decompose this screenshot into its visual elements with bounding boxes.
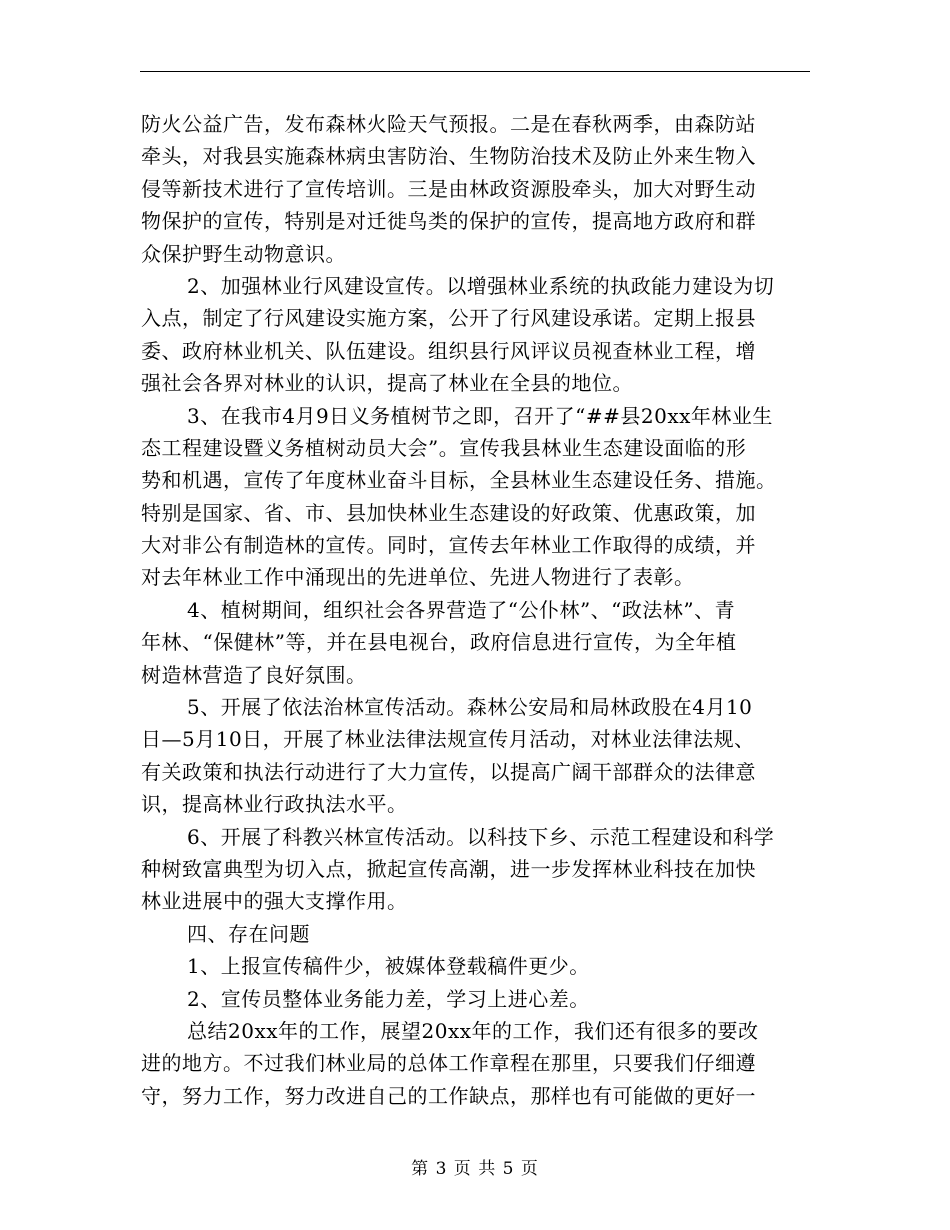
text-line: 2、宣传员整体业务能力差，学习上进心差。 (187, 986, 590, 1011)
text-line: 总结20xx年的工作，展望20xx年的工作，我们还有很多的要改 (187, 1018, 759, 1043)
text-line: 林业进展中的强大支撑作用。 (141, 889, 408, 914)
document-body (141, 108, 811, 1112)
text-line: 防火公益广告，发布森林火险天气预报。二是在春秋两季，由森防站 (141, 112, 756, 136)
text-line: 树造林营造了良好氛围。 (141, 662, 367, 687)
text-line: 大对非公有制造林的宣传。同时，宣传去年林业工作取得的成绩，并 (141, 533, 756, 558)
text-line: 守，努力工作，努力改进自己的工作缺点，那样也有可能做的更好一 (141, 1083, 756, 1108)
text-line: 4、植树期间，组织社会各界营造了“公仆林”、“政法林”、青 (187, 597, 736, 622)
text-line: 牵头，对我县实施森林病虫害防治、生物防治技术及防止外来生物入 (141, 144, 756, 169)
text-line: 识，提高林业行政执法水平。 (141, 792, 408, 817)
text-line: 势和机遇，宣传了年度林业奋斗目标，全县林业生态建设任务、措施。 (141, 468, 777, 493)
text-line: 1、上报宣传稿件少，被媒体登载稿件更少。 (187, 954, 590, 979)
text-line: 有关政策和执法行动进行了大力宣传，以提高广阔干部群众的法律意 (141, 759, 756, 784)
text-line: 日—5月10日，开展了林业法律法规宣传月活动，对林业法律法规、 (141, 727, 755, 752)
header-rule (140, 71, 810, 72)
text-line: 对去年林业工作中涌现出的先进单位、先进人物进行了表彰。 (141, 565, 695, 590)
text-line: 委、政府林业机关、队伍建设。组织县行风评议员视查林业工程，增 (141, 338, 756, 363)
page-footer: 第 3 页 共 5 页 (411, 1159, 539, 1179)
text-line: 进的地方。不过我们林业局的总体工作章程在那里，只要我们仔细遵 (141, 1051, 756, 1076)
text-line: 物保护的宣传，特别是对迁徙鸟类的保护的宣传，提高地方政府和群 (141, 209, 756, 234)
text-line: 种树致富典型为切入点，掀起宣传高潮，进一步发挥林业科技在加快 (141, 856, 756, 881)
text-line: 5、开展了依法治林宣传活动。森林公安局和局林政股在4月10 (187, 695, 753, 720)
text-line: 特别是国家、省、市、县加快林业生态建设的好政策、优惠政策，加 (141, 500, 756, 525)
text-line: 四、存在问题 (187, 921, 310, 946)
text-line: 强社会各界对林业的认识，提高了林业在全县的地位。 (141, 371, 633, 396)
text-line: 入点，制定了行风建设实施方案，公开了行风建设承诺。定期上报县 (141, 306, 756, 331)
text-line: 年林、“保健林”等，并在县电视台，政府信息进行宣传，为全年植 (141, 630, 737, 655)
text-line: 侵等新技术进行了宣传培训。三是由林政资源股牵头，加大对野生动 (141, 176, 756, 201)
text-line: 6、开展了科教兴林宣传活动。以科技下乡、示范工程建设和科学 (187, 824, 775, 849)
text-line: 2、加强林业行风建设宣传。以增强林业系统的执政能力建设为切 (187, 273, 775, 298)
text-line: 3、在我市4月9日义务植树节之即，召开了“##县20xx年林业生 (187, 403, 773, 428)
text-line: 态工程建设暨义务植树动员大会”。宣传我县林业生态建设面临的形 (141, 435, 747, 460)
text-line: 众保护野生动物意识。 (141, 241, 346, 266)
